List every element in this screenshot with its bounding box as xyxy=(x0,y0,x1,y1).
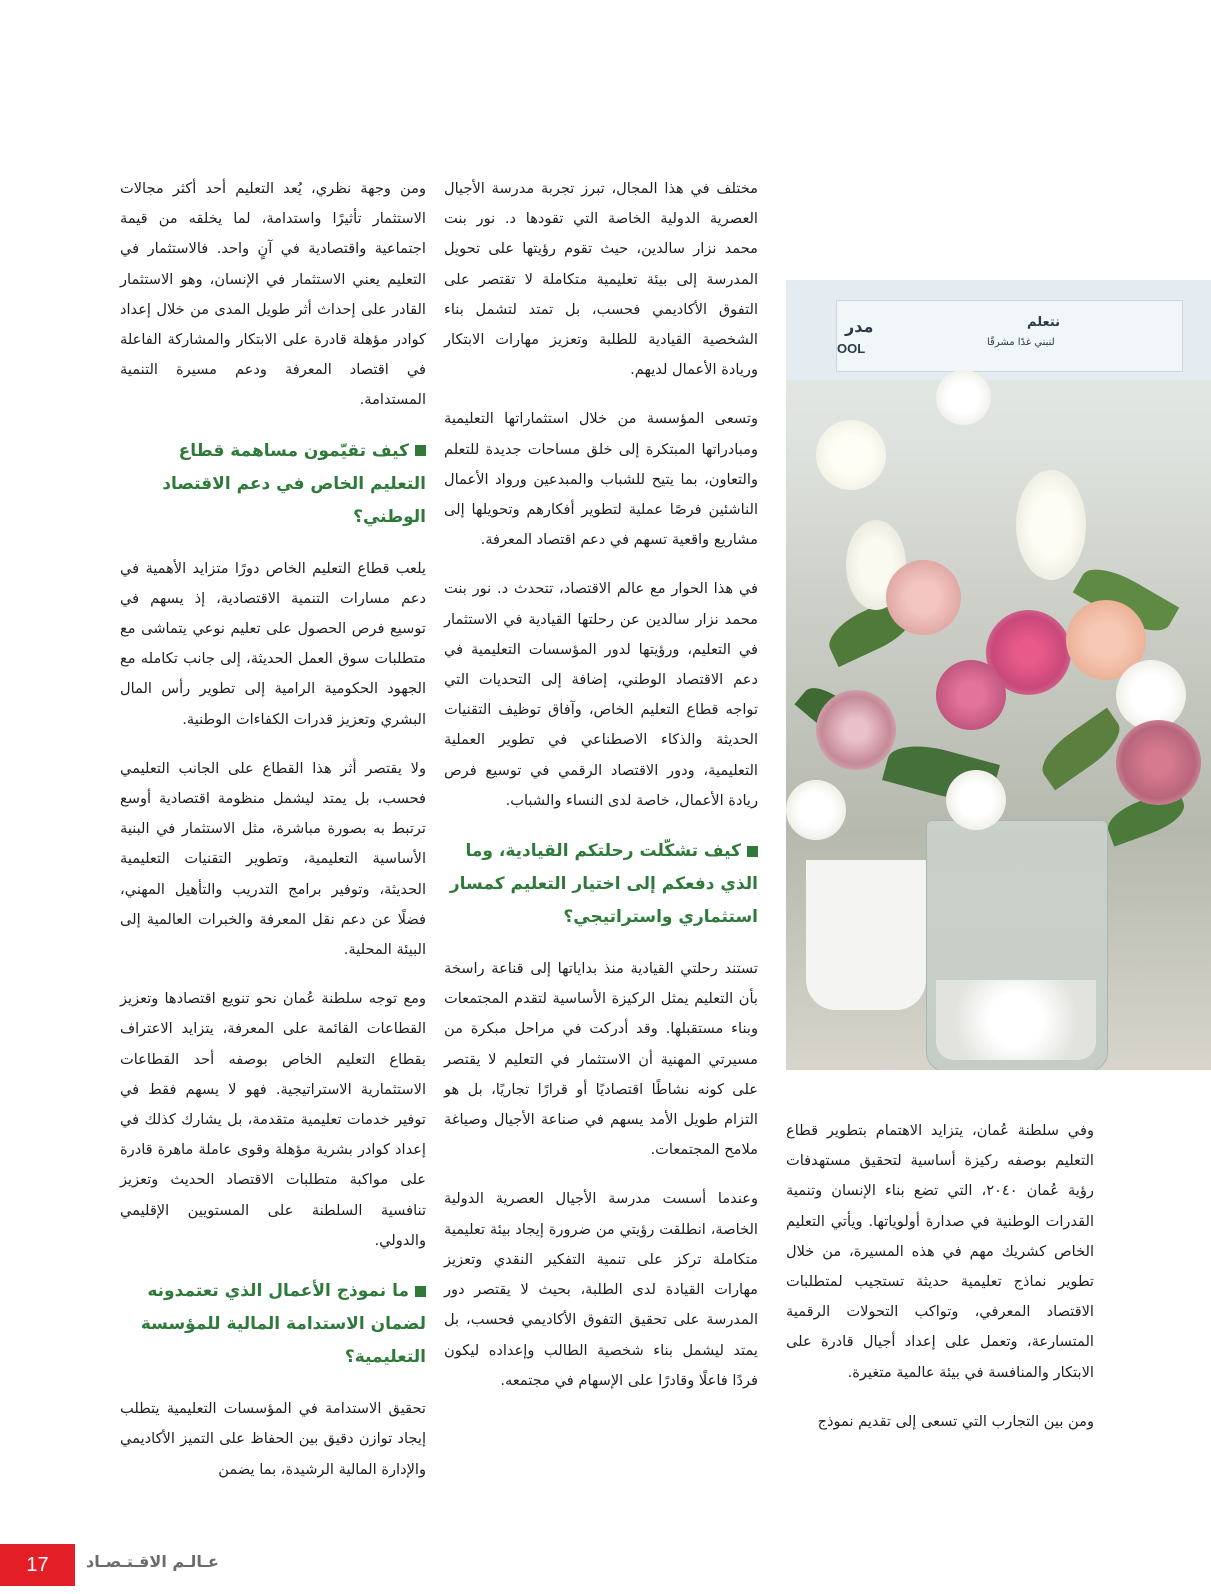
square-bullet-icon xyxy=(747,846,758,857)
question-heading xyxy=(444,835,758,934)
question-heading xyxy=(120,1275,426,1374)
white-flower xyxy=(816,420,886,490)
page-number: 17 xyxy=(26,1554,49,1576)
sign-text: لنبني غدًا مشرقًا xyxy=(987,337,1055,348)
question-heading-text: كيف تقيّمون مساهمة قطاع التعليم الخاص في دعم الاقتصاد الوطني؟ xyxy=(162,440,426,527)
white-stones xyxy=(936,980,1096,1060)
square-bullet-icon xyxy=(415,1286,426,1297)
magazine-name: عـالـم الاقـتـصـاد xyxy=(86,1552,219,1571)
flower-arrangement-photo xyxy=(786,280,1211,1070)
spotted-orchid xyxy=(1116,720,1201,805)
sign-text: مدر xyxy=(845,317,874,336)
white-flower xyxy=(1016,470,1086,580)
paragraph: تحقيق الاستدامة في المؤسسات التعليمية يتطلب إيجاد توازن دقيق بين الحفاظ على التميز الأكاديمي والإدارة المالية الرشيدة، بما يضمن xyxy=(120,1400,426,1478)
pink-orchid xyxy=(936,660,1006,730)
paragraph: وفي سلطنة عُمان، يتزايد الاهتمام بتطوير قطاع التعليم بوصفه ركيزة أساسية لتحقيق مستهدفات رؤية عُمان ٢٠٤٠، التي تضع بناء الإنسان وتنمية القدرات الوطنية في صدارة أولوياتها. ويأتي التعليم الخاص كشريك مهم في هذه المسيرة، من خلال تطوير نماذج تعليمية حديثة تستجيب لمتطلبات الاقتصاد المعرفي، وتواكب التحولات الرقمية المتسارعة، وتعمل على إعداد أجيال قادرة على الابتكار والمنافسة في بيئة عالمية متغيرة. xyxy=(786,1122,1094,1381)
question-heading-text: كيف تشكّلت رحلتكم القيادية، وما الذي دفعكم إلى اختيار التعليم كمسار استثماري واستراتيجي؟ xyxy=(449,841,758,928)
white-pot xyxy=(806,860,926,1010)
paragraph: وتسعى المؤسسة من خلال استثماراتها التعليمية ومبادراتها المبتكرة إلى خلق مساحات جديدة للتعلم والتعاون، بما يتيح للشباب والمبدعين ورواد الأعمال الناشئين فرصًا عملية لتطوير أفكارهم وتحويلها إلى مشاريع واقعية تسهم في دعم اقتصاد المعرفة. xyxy=(444,410,758,549)
paragraph: تستند رحلتي القيادية منذ بداياتها إلى قناعة راسخة بأن التعليم يمثل الركيزة الأساسية لتقدم المجتمعات وبناء مستقبلها. وقد أدركت في مراحل مبكرة من مسيرتي المهنية أن الاستثمار في التعليم لا يقتصر على كونه نشاطًا اقتصاديًا أو قرارًا تجاريًا، بل هو التزام طويل الأمد يسهم في صناعة الأجيال وصياغة ملامح المجتمعات. xyxy=(444,960,758,1159)
school-sign xyxy=(836,300,1183,372)
white-flower xyxy=(786,780,846,840)
question-heading xyxy=(120,435,426,534)
paragraph: ومن بين التجارب التي تسعى إلى تقديم نموذج xyxy=(817,1412,1094,1430)
pink-peony xyxy=(886,560,961,635)
sign-text: OOL xyxy=(837,341,866,356)
square-bullet-icon xyxy=(415,445,426,456)
paragraph: ومن وجهة نظري، يُعد التعليم أحد أكثر مجالات الاستثمار تأثيرًا واستدامة، لما يخلقه من قيمة اجتماعية واقتصادية في آنٍ واحد. فالاستثمار في التعليم يعني الاستثمار في الإنسان، وهو الاستثمار القادر على إحداث أثر طويل المدى من خلال إعداد كوادر مؤهلة قادرة على الابتكار والمشاركة الفاعلة في اقتصاد المعرفة ودعم مسيرة التنمية المستدامة. xyxy=(120,180,426,409)
paragraph: ومع توجه سلطنة عُمان نحو تنويع اقتصادها وتعزيز القطاعات القائمة على المعرفة، يتزايد الاعتراف بقطاع التعليم الخاص بوصفه أحد القطاعات الاستثمارية الاستراتيجية. فهو لا يسهم فقط في توفير خدمات تعليمية متقدمة، بل يشارك كذلك في إعداد كوادر بشرية مؤهلة وقوى عاملة ماهرة قادرة على مواكبة متطلبات الاقتصاد الحديث وتعزيز تنافسية السلطنة على المستويين الإقليمي والدولي. xyxy=(120,990,426,1249)
question-heading-text: ما نموذج الأعمال الذي تعتمدونه لضمان الاستدامة المالية للمؤسسة التعليمية؟ xyxy=(140,1281,426,1368)
paragraph: وعندما أسست مدرسة الأجيال العصرية الدولية الخاصة، انطلقت رؤيتي من ضرورة إيجاد بيئة تعليمية متكاملة تركز على تنمية التفكير النقدي وتعزيز مهارات القيادة لدى الطلبة، بحيث لا يقتصر دور المدرسة على تحقيق التفوق الأكاديمي فحسب، بل يمتد ليشمل بناء شخصية الطالب وإعداده ليكون فردًا فاعلًا وقادرًا على الإسهام في مجتمعه. xyxy=(444,1190,758,1389)
paragraph: يلعب قطاع التعليم الخاص دورًا متزايد الأهمية في دعم مسارات التنمية الاقتصادية، إذ يسهم في توسيع فرص الحصول على تعليم نوعي يتماشى مع متطلبات سوق العمل الحديثة، إلى جانب تكامله مع الجهود الحكومية الرامية إلى تطوير رأس المال البشري وتعزيز قدرات الكفاءات الوطنية. xyxy=(120,559,426,728)
white-flower xyxy=(946,770,1006,830)
article-column-bottom xyxy=(786,1116,1094,1456)
article-column-right xyxy=(444,174,758,1415)
article-column-left xyxy=(120,174,426,1504)
white-flower xyxy=(936,370,991,425)
paragraph: ولا يقتصر أثر هذا القطاع على الجانب التعليمي فحسب، بل يمتد ليشمل منظومة اقتصادية أوسع ترتبط به بصورة مباشرة، مثل الاستثمار في البنية الأساسية التعليمية، وتطوير التقنيات التعليمية الحديثة، وتوفير برامج التدريب والتأهيل المهني، فضلًا عن دعم نقل المعرفة والخبرات العالمية إلى البيئة المحلية. xyxy=(120,759,426,959)
paragraph: مختلف في هذا المجال، تبرز تجربة مدرسة الأجيال العصرية الدولية الخاصة التي تقودها د. نور بنت محمد نزار سالدين، حيث تقوم رؤيتها على تحويل المدرسة إلى بيئة تعليمية متكاملة لا تقتصر على التفوق الأكاديمي فحسب، بل تمتد لتشمل بناء الشخصية القيادية للطلبة وتعزيز مهارات الابتكار وريادة الأعمال لديهم. xyxy=(444,180,758,379)
paragraph: في هذا الحوار مع عالم الاقتصاد، تتحدث د. نور بنت محمد نزار سالدين عن رحلتها القيادية في الاستثمار في التعليم، ورؤيتها لدور المؤسسات التعليمية في دعم الاقتصاد الوطني، إضافة إلى التحديات التي تواجه قطاع التعليم الخاص، وآفاق توظيف التقنيات الحديثة والذكاء الاصطناعي في تطوير العملية التعليمية، ودور الاقتصاد الرقمي في توسيع فرص ريادة الأعمال، خاصة لدى النساء والشباب. xyxy=(444,580,758,809)
spotted-orchid xyxy=(816,690,896,770)
sign-text: نتعلم xyxy=(1027,315,1061,330)
leaf xyxy=(1033,708,1129,791)
